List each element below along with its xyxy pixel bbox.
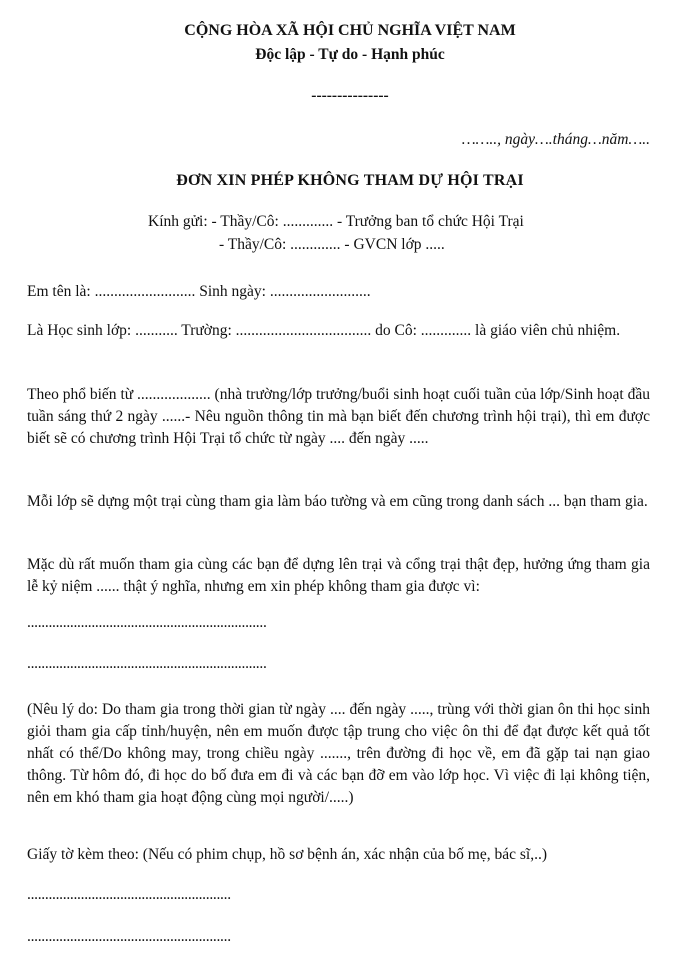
info-paragraph: Theo phổ biến từ ................... (nhà trường/lớp trưởng/buổi sinh hoạt cuối tuần của lớp/Sinh hoạt đầu tuần sáng thứ 2 ngày ......- Nêu nguồn thông tin mà bạn biết đến chương trình hội trại), thì em được biết sẽ có chương trình Hội Trại tổ chức từ ngày .... đến ngày ..... [27,386,650,447]
example-reason-paragraph: (Nêu lý do: Do tham gia trong thời gian từ ngày .... đến ngày ....., trùng với thời gian ôn thi học sinh giỏi tham gia cấp tỉnh/huyện, nên em muốn được tập trung cho việc ôn thi để đạt được kết quả tốt nhất có thể/Do không may, trong chiều ngày ......., trên đường đi học về, em đã gặp tai nạn giao thông. Từ hôm đó, đi học do bố đưa em đi và các bạn đỡ em vào lớp học. Vì việc đi lại không tiện, nên em khó tham gia hoạt động cùng mọi người/.....) [27,701,650,806]
recipient-line-1: Kính gửi: - Thầy/Cô: ............. - Trưởng ban tổ chức Hội Trại [148,213,524,230]
class-paragraph: Là Học sinh lớp: ........... Trường: ................................... do Cô: ............. là giáo viên chủ nhiệm. [27,322,621,339]
student-name-line: Em tên là: .......................... Sinh ngày: .......................... [27,283,371,300]
reason-blank-1: ................................................................... [27,614,267,631]
country-heading: CỘNG HÒA XÃ HỘI CHỦ NGHĨA VIỆT NAM [184,22,516,39]
attachment-blank-2: ......................................................... [27,928,231,945]
date-line: …….., ngày….tháng…năm….. [461,131,650,148]
reason-paragraph: Mặc dù rất muốn tham gia cùng các bạn để dựng lên trại và cổng trại thật đẹp, hưởng ứng tham gia lễ kỷ niệm ...... thật ý nghĩa, nhưng em xin phép không tham gia được vì: [27,556,650,595]
document-title: ĐƠN XIN PHÉP KHÔNG THAM DỰ HỘI TRẠI [176,172,524,189]
camp-paragraph: Mỗi lớp sẽ dựng một trại cùng tham gia làm báo tường và em cũng trong danh sách ... bạn tham gia. [27,493,648,510]
motto-heading: Độc lập - Tự do - Hạnh phúc [255,46,445,63]
attachment-blank-1: ......................................................... [27,886,231,903]
recipient-line-2: - Thầy/Cô: ............. - GVCN lớp ..... [219,236,445,253]
attachments-line: Giấy tờ kèm theo: (Nếu có phim chụp, hồ sơ bệnh án, xác nhận của bố mẹ, bác sĩ,..) [27,846,547,863]
header-separator: --------------- [311,87,389,104]
reason-blank-2: ................................................................... [27,655,267,672]
